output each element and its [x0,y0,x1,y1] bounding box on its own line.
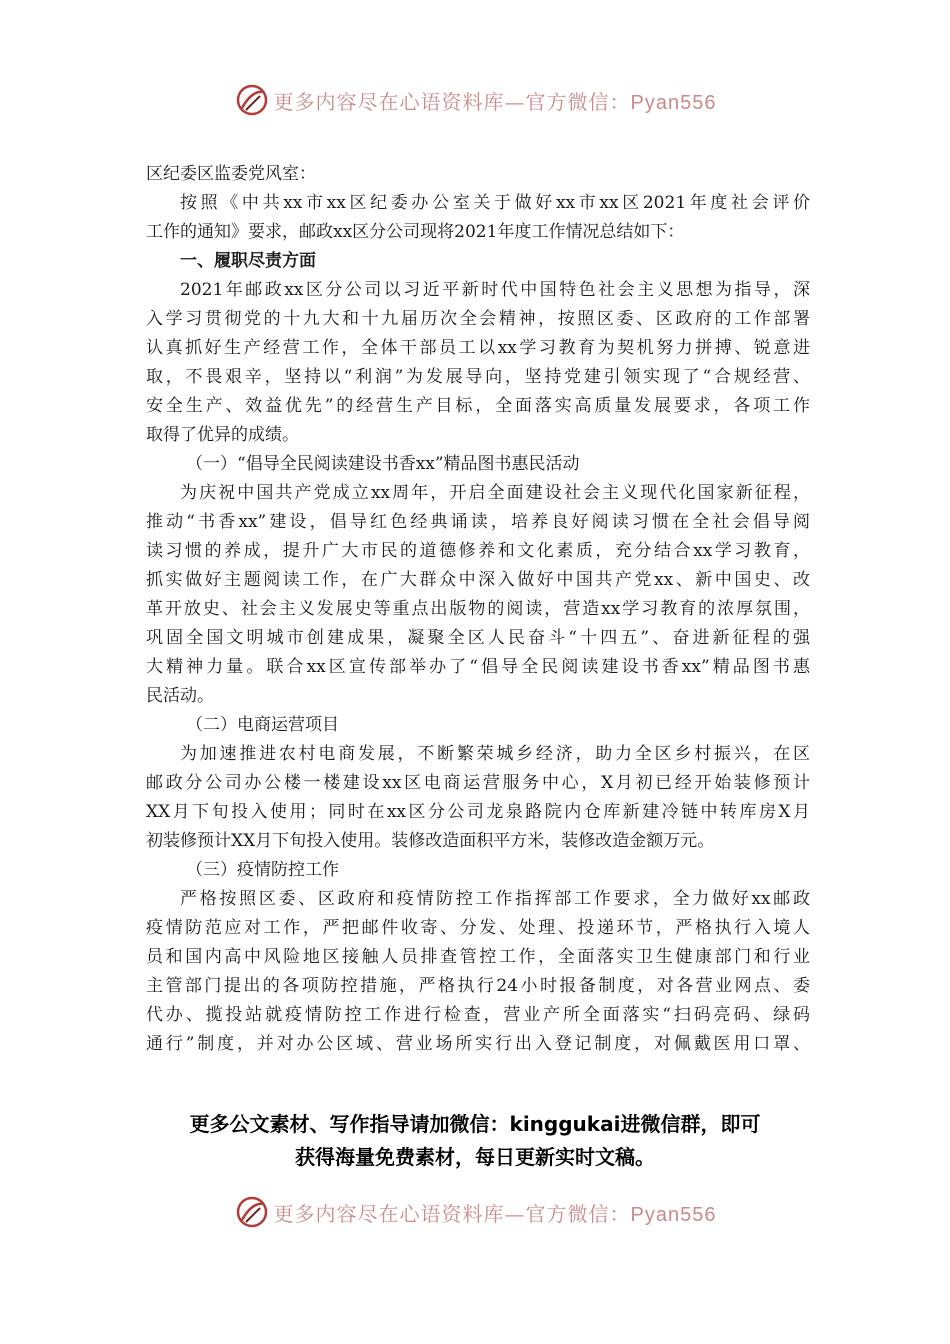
doc-line: 代办、揽投站就疫情防控工作进行检查，营业产所全面落实“扫码亮码、绿码 [146,1005,810,1025]
promo-line: 获得海量免费素材，每日更新实时文稿。 [295,1145,655,1169]
doc-line: XX月下旬投入使用；同时在xx区分公司龙泉路院内仓库新建冷链中转库房X月 [146,802,810,822]
doc-line: 取，不畏艰辛，坚持以“利润”为发展导向，坚持党建引领实现了“合规经营、 [146,367,810,387]
doc-line: 工作的通知》要求，邮政xx区分公司现将2021年度工作情况总结如下： [146,222,685,242]
banner-wechat-id: Pyan556 [630,91,717,114]
doc-line: 按照《中共xx市xx区纪委办公室关于做好xx市xx区2021年度社会评价 [180,193,810,213]
doc-line: 为加速推进农村电商发展，不断繁荣城乡经济，助力全区乡村振兴，在区 [180,744,810,764]
subsection-heading: （三）疫情防控工作 [186,860,339,880]
doc-line: 2021年邮政xx区分公司以习近平新时代中国特色社会主义思想为指导，深 [180,280,810,300]
salutation: 区纪委区监委党风室： [146,164,316,184]
doc-line: 入学习贯彻党的十九大和十九届历次全会精神，按照区委、区政府的工作部署 [146,309,810,329]
doc-line: 通行”制度，并对办公区域、营业场所实行出入登记制度，对佩戴医用口罩、 [146,1034,810,1054]
section-heading: 一、履职尽责方面 [180,251,316,271]
banner-label: 更多内容尽在心语资料库—官方微信： [273,1201,631,1226]
promo-line: 更多公文素材、写作指导请加微信：kinggukai进微信群，即可 [189,1112,761,1136]
subsection-heading: （一）“倡导全民阅读建设书香xx”精品图书惠民活动 [186,454,580,474]
doc-line: 疫情防范应对工作，严把邮件收寄、分发、处理、投递环节，严格执行入境人 [146,918,810,938]
banner-text [274,86,717,115]
banner-label: 更多内容尽在心语资料库—官方微信： [273,89,631,114]
logo-icon [234,1194,270,1230]
doc-line: 员和国内高中风险地区接触人员排查管控工作，全面落实卫生健康部门和行业 [146,947,810,967]
doc-line: 推动“书香xx”建设，倡导红色经典诵读，培养良好阅读习惯在全社会倡导阅 [146,512,810,532]
doc-line: 初装修预计XX月下旬投入使用。装修改造面积平方米，装修改造金额万元。 [146,831,715,851]
subsection-heading: （二）电商运营项目 [186,715,339,735]
doc-line: 主管部门提出的各项防控措施，严格执行24小时报备制度，对各营业网点、委 [146,976,810,996]
logo-icon [234,82,270,118]
doc-line: 民活动。 [146,686,214,706]
doc-line: 大精神力量。联合xx区宣传部举办了“倡导全民阅读建设书香xx”精品图书惠 [146,657,810,677]
doc-line: 认真抓好生产经营工作，全体干部员工以xx学习教育为契机努力拼搏、锐意进 [146,338,810,358]
doc-line: 抓实做好主题阅读工作，在广大群众中深入做好中国共产党xx、新中国史、改 [146,570,810,590]
doc-line: 邮政分公司办公楼一楼建设xx区电商运营服务中心，X月初已经开始装修预计 [146,773,810,793]
footer-banner [0,1190,950,1234]
banner-text [274,1198,717,1227]
doc-line: 革开放史、社会主义发展史等重点出版物的阅读，营造xx学习教育的浓厚氛围， [146,599,810,619]
doc-line: 取得了优异的成绩。 [146,425,299,445]
doc-line: 为庆祝中国共产党成立xx周年，开启全面建设社会主义现代化国家新征程， [180,483,810,503]
promo-notice [0,1108,950,1174]
doc-line: 巩固全国文明城市创建成果，凝聚全区人民奋斗“十四五”、奋进新征程的强 [146,628,810,648]
doc-line: 读习惯的养成，提升广大市民的道德修养和文化素质，充分结合xx学习教育， [146,541,810,561]
header-banner [0,78,950,122]
doc-line: 安全生产、效益优先”的经营生产目标，全面落实高质量发展要求，各项工作 [146,396,810,416]
doc-line: 严格按照区委、区政府和疫情防控工作指挥部工作要求，全力做好xx邮政 [180,889,810,909]
banner-wechat-id: Pyan556 [630,1203,717,1226]
document-body [146,160,810,1059]
